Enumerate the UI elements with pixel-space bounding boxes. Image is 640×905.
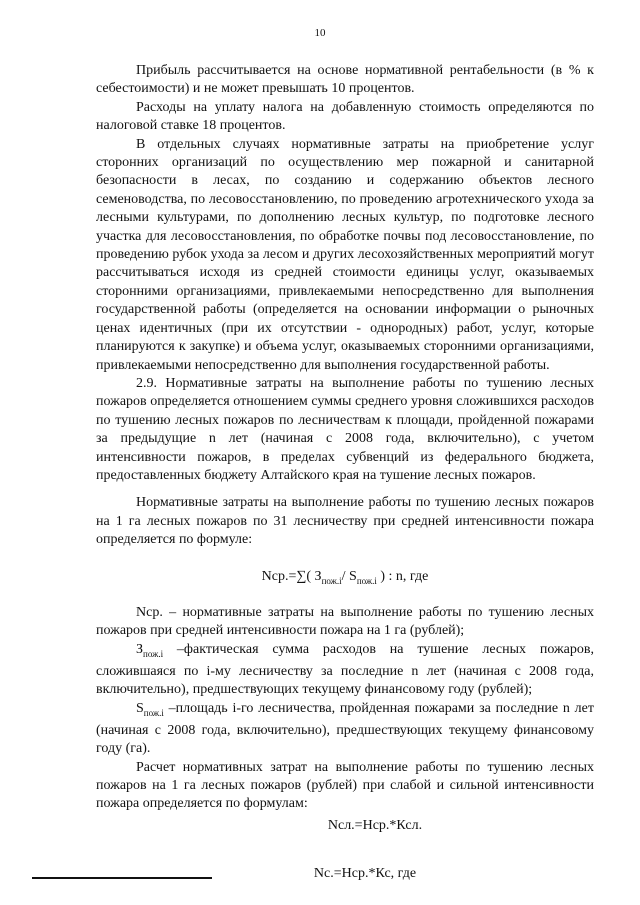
paragraph-third-party-services: В отдельных случаях нормативные затраты на приобретение услуг сторонних организаций по осуществлению мер пожарной и санитарной безопасности в лесах, по созданию и содержанию объектов лесного семеноводства, по лесовосстановлению, по проведению агротехнического ухода за лесными культурами, по дополнению лесных культур, по подготовке лесного участка для лесовосстановления, по обработке почвы под лесовосстановление, по проведению рубок ухода за лесом и других лесохозяйственных мероприятий могут рассчитываться исходя из средней стоимости единицы услуг, оказываемых сторонними организациями, привлекаемыми непосредственно для выполнения государственной работы (определяется на основании информации о рыночных ценах идентичных (при их отсутствии - однородных) работ, услуг, которые планируются к закупке) и объема услуг, оказываемых сторонними организациями, привлекаемыми непосредственно для выполнения государственной работы. xyxy=(96,136,594,373)
definition-ncp: Nср. – нормативные затраты на выполнение работы по тушению лесных пожаров при средней интенсивности пожара на 1 га (рублей); xyxy=(96,604,594,639)
definition-s-symbol: S xyxy=(136,700,144,716)
footnote-divider xyxy=(32,877,212,879)
formula-sub-s: пож.i xyxy=(356,575,377,586)
definition-s-text: –площадь i-го лесничества, пройденная пожарами за последние n лет (начиная с 2008 года, включительно), предшествующих текущему финансовому году (га). xyxy=(96,700,594,757)
paragraph-intensity-calc: Расчет нормативных затрат на выполнение работы по тушению лесных пожаров на 1 га лесных пожаров (рублей) при слабой и сильной интенсивности пожара определяется по формулам: xyxy=(96,759,594,812)
formula-strong-intensity: Nс.=Нср.*Кс, где xyxy=(313,866,417,882)
formula-weak-intensity: Nсл.=Нср.*Ксл. xyxy=(327,817,423,833)
definition-s xyxy=(96,700,594,759)
document-body xyxy=(96,62,594,884)
formula-rhs: ) : n, где xyxy=(376,568,429,584)
paragraph-section-2-9: 2.9. Нормативные затраты на выполнение работы по тушению лесных пожаров определяется отношением суммы среднего уровня сложившихся расходов по тушению лесных пожаров по лесничествам к площади, пройденной пожарами за предыдущие n лет (начиная с 2008 года, включительно), с учетом интенсивности пожаров, в пределах субвенций из федерального бюджета, предоставленных бюджету Алтайского края на тушение лесных пожаров. xyxy=(96,375,594,483)
definition-z-sub: пож.i xyxy=(143,648,164,659)
paragraph-profit: Прибыль рассчитывается на основе нормативной рентабельности (в % к себестоимости) и не может превышать 10 процентов. xyxy=(96,63,594,97)
definition-z-symbol: З xyxy=(136,641,144,657)
definition-s-sub: пож.i xyxy=(143,707,164,718)
paragraph-vat: Расходы на уплату налога на добавленную стоимость определяются по налоговой ставке 18 процентов. xyxy=(96,99,594,134)
page-number: 10 xyxy=(314,27,326,39)
formula-average xyxy=(96,568,594,590)
paragraph-formula-intro: Нормативные затраты на выполнение работы по тушению лесных пожаров на 1 га лесных пожаров по 31 лесничеству при средней интенсивности пожара определяется по формуле: xyxy=(96,495,594,548)
formula-lhs: Nср.=∑( З xyxy=(261,568,322,584)
formula-mid: / S xyxy=(341,568,357,584)
definition-z xyxy=(96,641,594,700)
formula-sub-z: пож.i xyxy=(321,575,342,586)
definition-z-text: –фактическая сумма расходов на тушение лесных пожаров, сложившаяся по i-му лесничеству за последние n лет (начиная с 2008 года, включительно), предшествующих текущему финансовому году (рублей); xyxy=(96,641,594,698)
